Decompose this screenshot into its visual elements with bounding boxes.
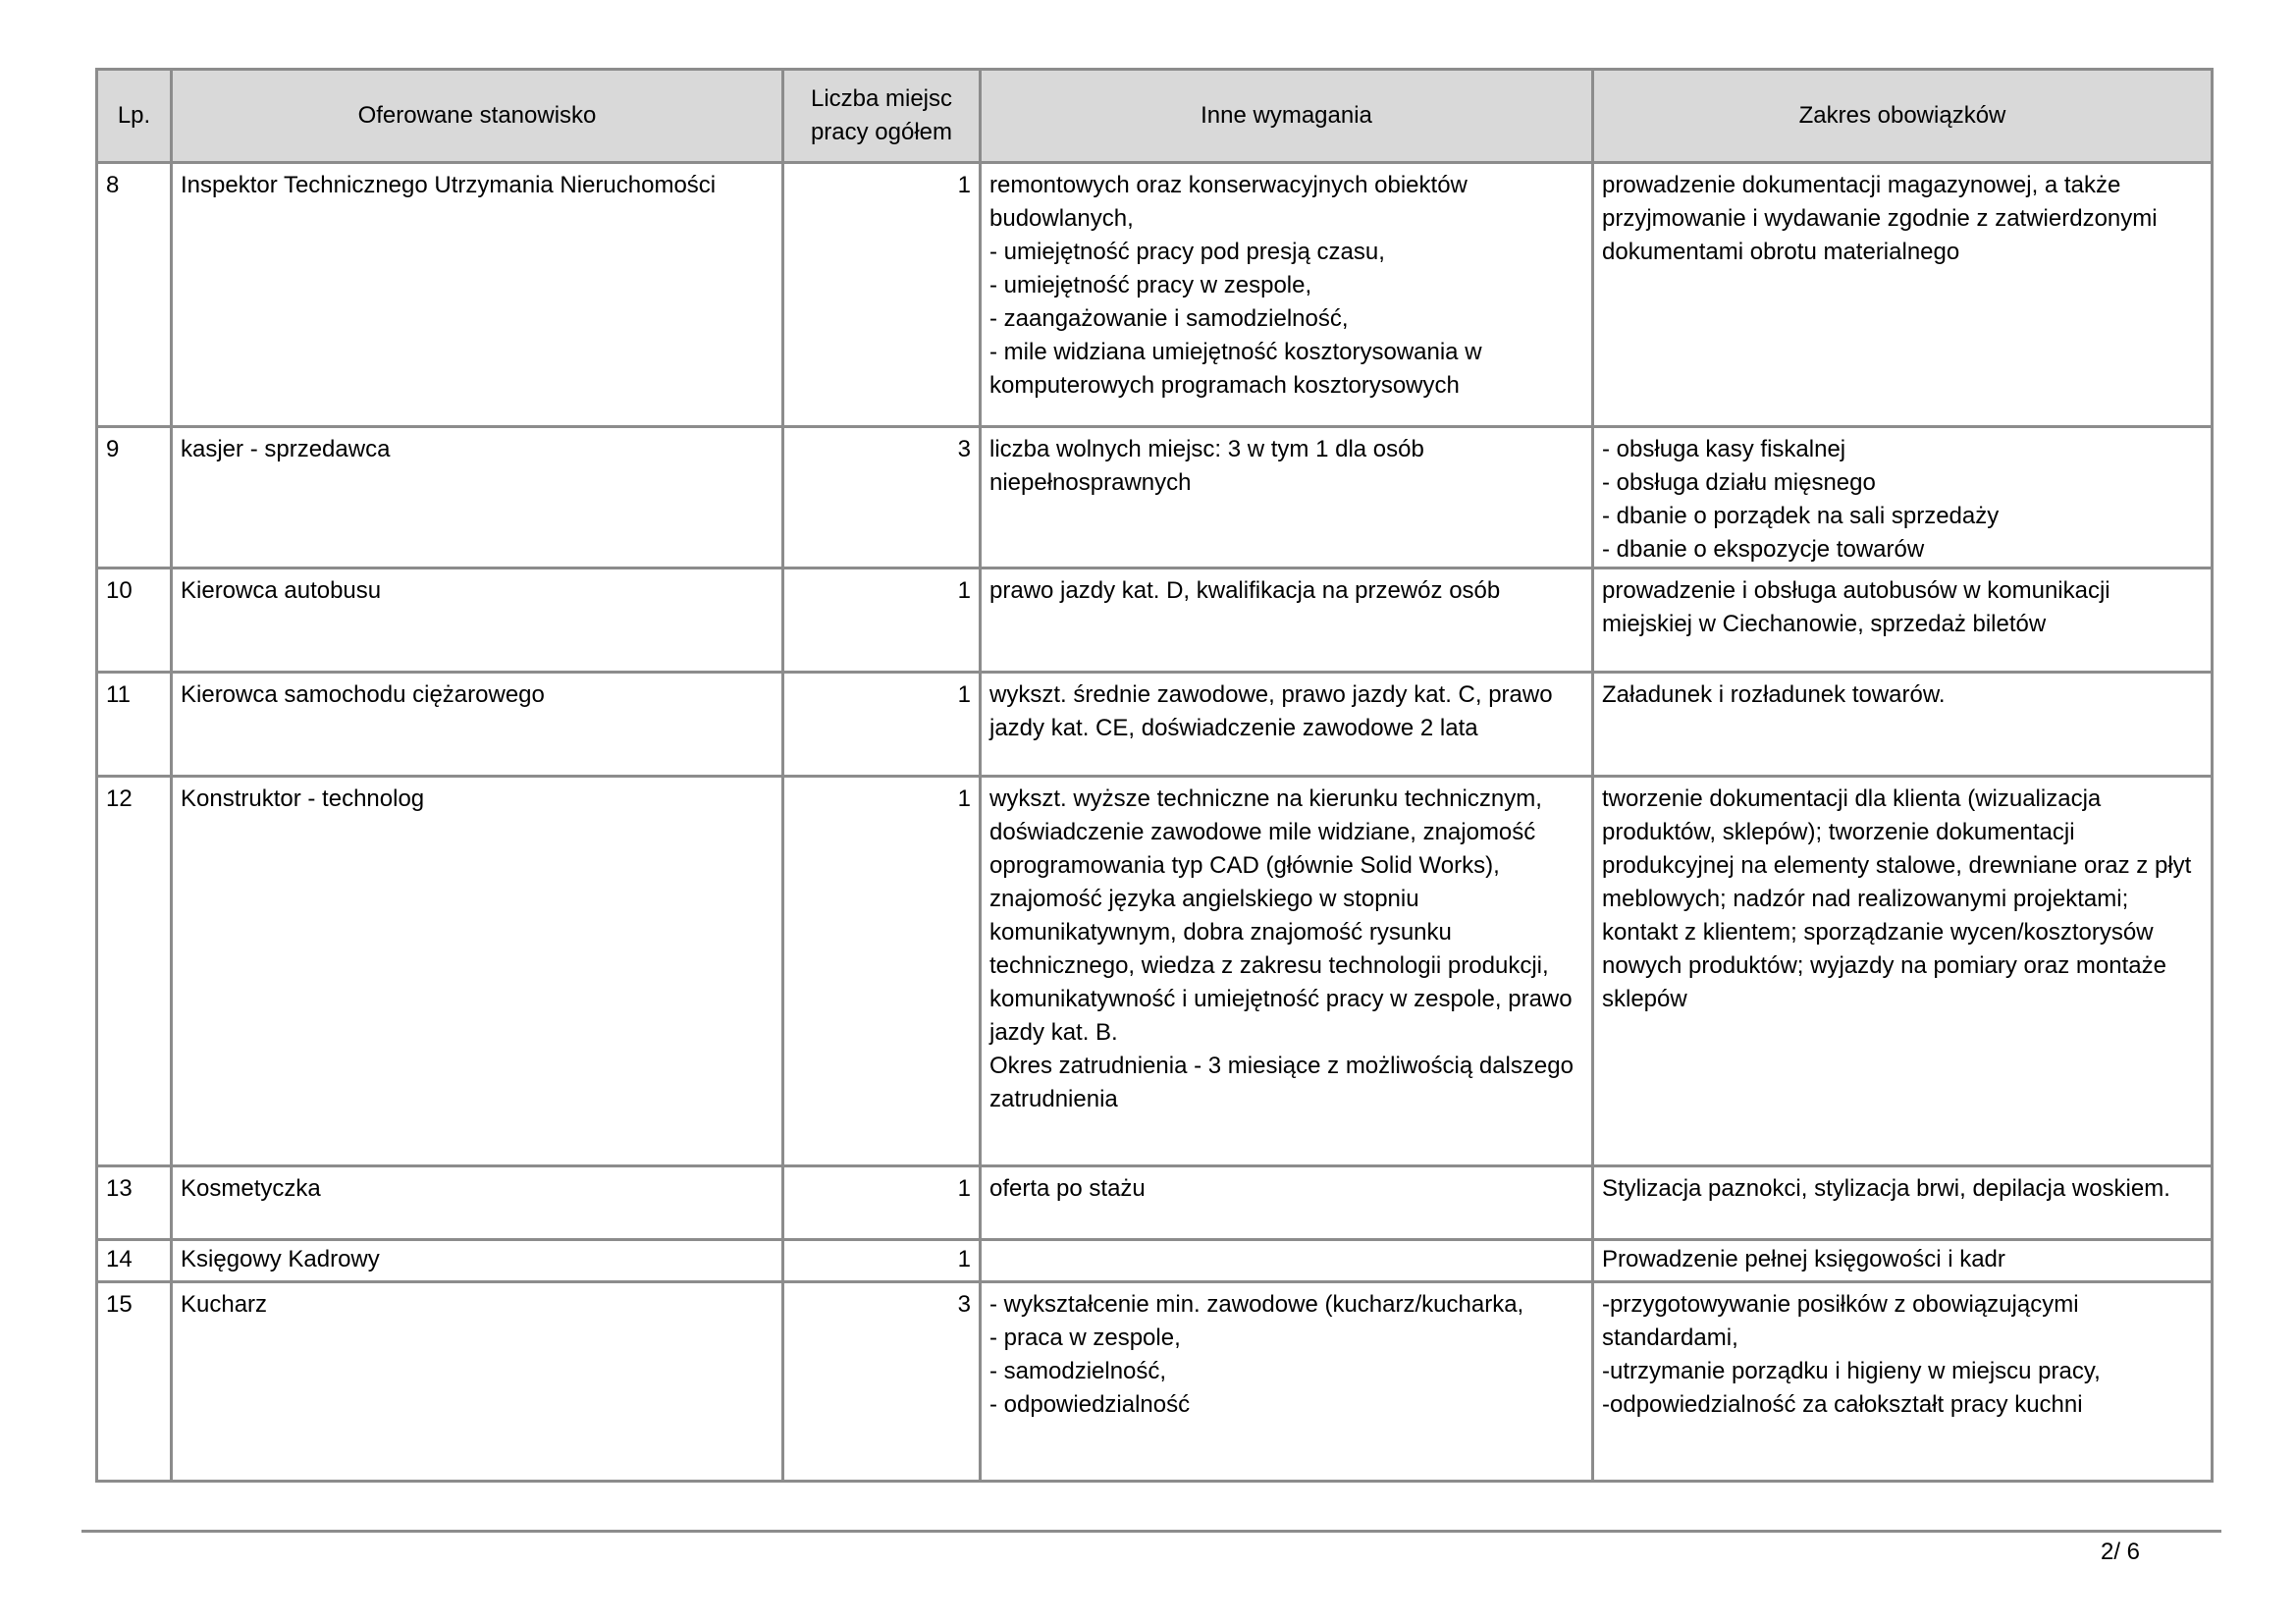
row-position: kasjer - sprzedawca [172, 427, 783, 568]
row-position: Kierowca samochodu ciężarowego [172, 673, 783, 777]
table-row [97, 777, 2213, 1166]
table-row [97, 568, 2213, 673]
table-row [97, 163, 2213, 427]
row-lp: 8 [97, 163, 172, 427]
row-lp: 14 [97, 1240, 172, 1282]
table-row [97, 1282, 2213, 1482]
job-offers-table [95, 68, 2214, 1483]
row-requirements: prawo jazdy kat. D, kwalifikacja na przewóz osób [981, 568, 1593, 673]
row-lp: 12 [97, 777, 172, 1166]
page-number: 2/ 6 [2100, 1539, 2140, 1565]
row-requirements: - wykształcenie min. zawodowe (kucharz/kucharka, - praca w zespole, - samodzielność, - odpowiedzialność [981, 1282, 1593, 1482]
table-row [97, 1240, 2213, 1282]
header-lp: Lp. [97, 70, 172, 163]
row-duties: - obsługa kasy fiskalnej - obsługa działu mięsnego - dbanie o porządek na sali sprzedaży - dbanie o ekspozycje towarów [1593, 427, 2213, 568]
row-count: 1 [783, 777, 981, 1166]
header-duties: Zakres obowiązków [1593, 70, 2213, 163]
row-lp: 9 [97, 427, 172, 568]
row-duties: prowadzenie dokumentacji magazynowej, a także przyjmowanie i wydawanie zgodnie z zatwierdzonymi dokumentami obrotu materialnego [1593, 163, 2213, 427]
header-row [97, 70, 2213, 163]
row-count: 3 [783, 427, 981, 568]
footer-divider [81, 1530, 2221, 1533]
row-position: Kierowca autobusu [172, 568, 783, 673]
header-requirements: Inne wymagania [981, 70, 1593, 163]
row-requirements: oferta po stażu [981, 1166, 1593, 1240]
row-duties: tworzenie dokumentacji dla klienta (wizualizacja produktów, sklepów); tworzenie dokumentacji produkcyjnej na elementy stalowe, drewniane oraz z płyt meblowych; nadzór nad realizowanymi projektami; kontakt z klientem; sporządzanie wycen/kosztorysów nowych produktów; wyjazdy na pomiary oraz montaże sklepów [1593, 777, 2213, 1166]
row-lp: 10 [97, 568, 172, 673]
row-lp: 15 [97, 1282, 172, 1482]
row-position: Inspektor Technicznego Utrzymania Nieruchomości [172, 163, 783, 427]
row-count: 1 [783, 163, 981, 427]
row-duties: -przygotowywanie posiłków z obowiązującymi standardami, -utrzymanie porządku i higieny w miejscu pracy, -odpowiedzialność za całokształt pracy kuchni [1593, 1282, 2213, 1482]
row-duties: Załadunek i rozładunek towarów. [1593, 673, 2213, 777]
row-position: Księgowy Kadrowy [172, 1240, 783, 1282]
row-duties: Prowadzenie pełnej księgowości i kadr [1593, 1240, 2213, 1282]
row-lp: 11 [97, 673, 172, 777]
row-requirements: wykszt. średnie zawodowe, prawo jazdy kat. C, prawo jazdy kat. CE, doświadczenie zawodowe 2 lata [981, 673, 1593, 777]
row-position: Kosmetyczka [172, 1166, 783, 1240]
row-duties: Stylizacja paznokci, stylizacja brwi, depilacja woskiem. [1593, 1166, 2213, 1240]
table-row [97, 1166, 2213, 1240]
row-count: 1 [783, 1166, 981, 1240]
row-requirements: wykszt. wyższe techniczne na kierunku technicznym, doświadczenie zawodowe mile widziane, znajomość oprogramowania typ CAD (głównie Solid Works), znajomość języka angielskiego w stopniu komunikatywnym, dobra znajomość rysunku technicznego, wiedza z zakresu technologii produkcji, komunikatywność i umiejętność pracy w zespole, prawo jazdy kat. B. Okres zatrudnienia - 3 miesiące z możliwością dalszego zatrudnienia [981, 777, 1593, 1166]
row-duties: prowadzenie i obsługa autobusów w komunikacji miejskiej w Ciechanowie, sprzedaż biletów [1593, 568, 2213, 673]
table-row [97, 673, 2213, 777]
header-position: Oferowane stanowisko [172, 70, 783, 163]
row-lp: 13 [97, 1166, 172, 1240]
table-row [97, 427, 2213, 568]
row-count: 1 [783, 673, 981, 777]
row-position: Konstruktor - technolog [172, 777, 783, 1166]
row-count: 1 [783, 568, 981, 673]
row-requirements: remontowych oraz konserwacyjnych obiektów budowlanych, - umiejętność pracy pod presją czasu, - umiejętność pracy w zespole, - zaangażowanie i samodzielność, - mile widziana umiejętność kosztorysowania w komputerowych programach kosztorysowych [981, 163, 1593, 427]
row-requirements: liczba wolnych miejsc: 3 w tym 1 dla osób niepełnosprawnych [981, 427, 1593, 568]
row-count: 3 [783, 1282, 981, 1482]
row-requirements [981, 1240, 1593, 1282]
row-position: Kucharz [172, 1282, 783, 1482]
row-count: 1 [783, 1240, 981, 1282]
header-count: Liczba miejsc pracy ogółem [783, 70, 981, 163]
